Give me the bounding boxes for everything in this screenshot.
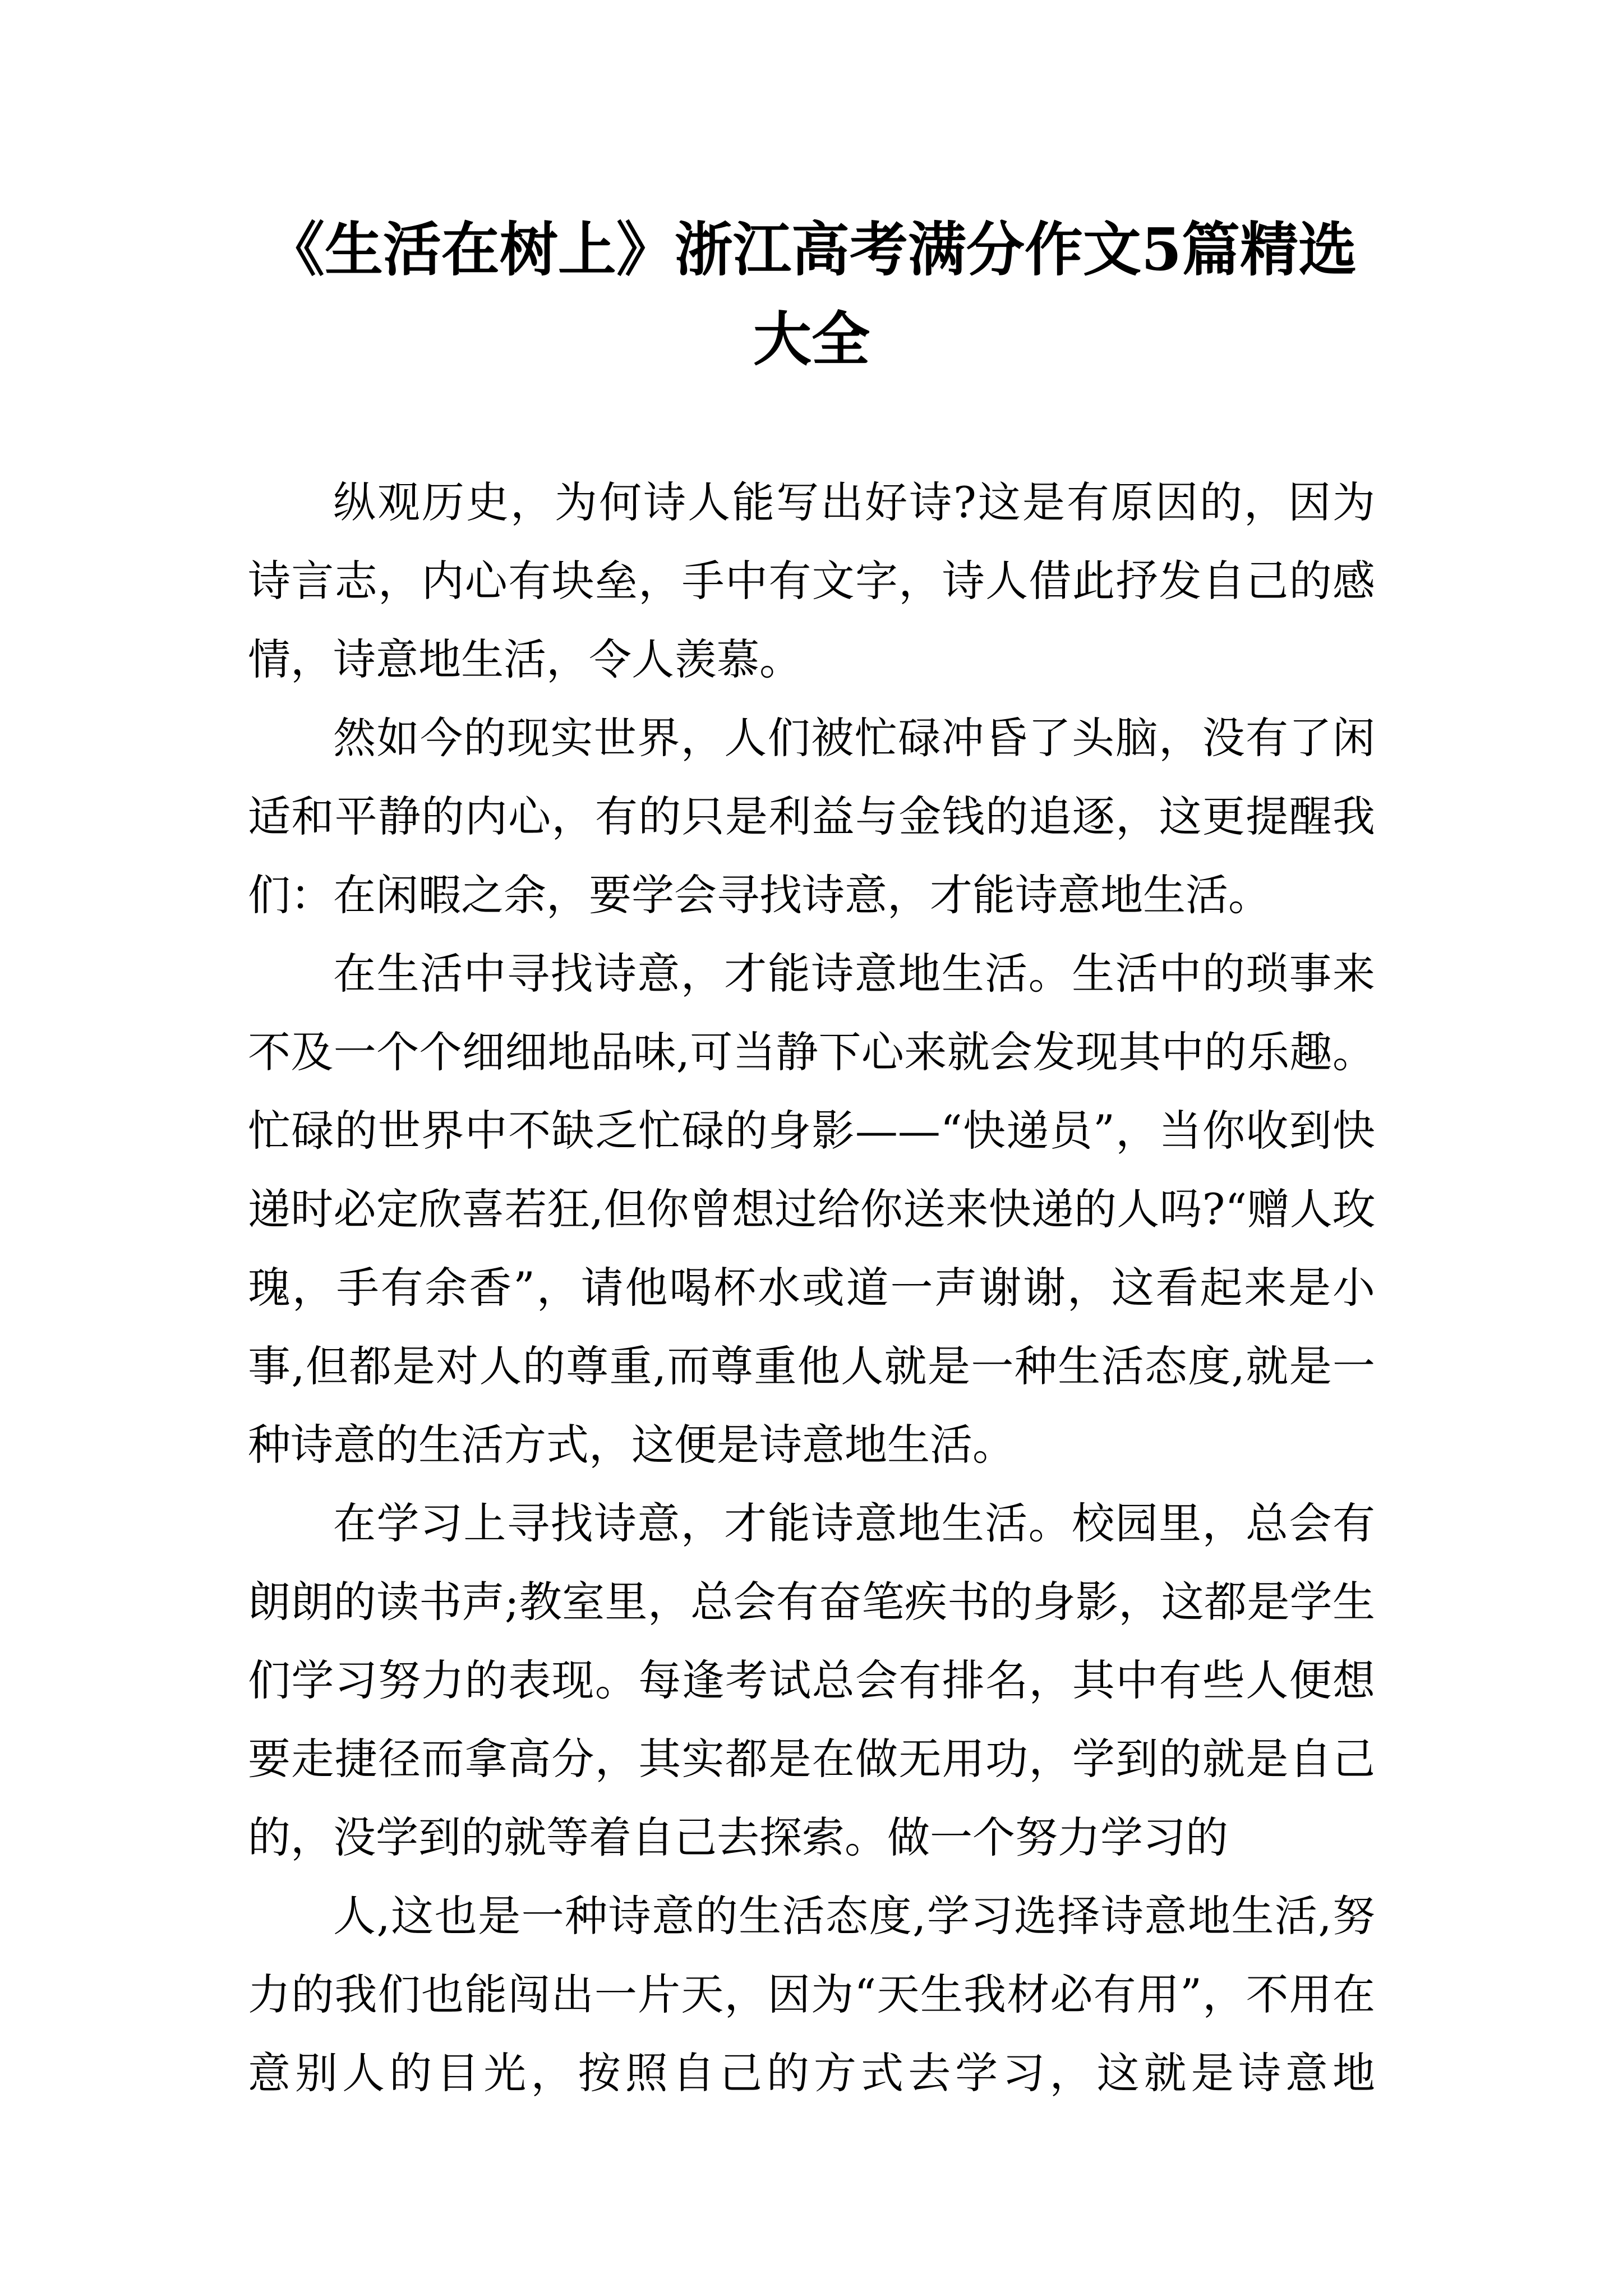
paragraph-4: 在学习上寻找诗意，才能诗意地生活。校园里，总会有朗朗的读书声;教室里，总会有奋笔疾书的身影，这都是学生们学习努力的表现。每逢考试总会有排名，其中有些人便想要走捷径而拿高分，其实都是在做无用功，学到的就是自己的，没学到的就等着自己去探索。做一个努力学习的 xyxy=(248,1498,1375,1862)
document-title: 《生活在树上》浙江高考满分作文5篇精选大全 xyxy=(266,215,1357,374)
paragraph-3: 在生活中寻找诗意，才能诗意地生活。生活中的琐事来不及一个个细细地品味,可当静下心来就会发现其中的乐趣。忙碌的世界中不缺乏忙碌的身影——“快递员”，当你收到快递时必定欣喜若狂,但你曾想过给你送来快递的人吗?“赠人玫瑰，手有余香”，请他喝杯水或道一声谢谢，这看起来是小事,但都是对人的尊重,而尊重他人就是一种生活态度,就是一种诗意的生活方式，这便是诗意地生活。 xyxy=(248,949,1375,1470)
paragraph-1: 纵观历史，为何诗人能写出好诗?这是有原因的，因为诗言志，内心有块垒，手中有文字，诗人借此抒发自己的感情，诗意地生活，令人羡慕。 xyxy=(248,477,1375,684)
paragraph-2: 然如今的现实世界，人们被忙碌冲昏了头脑，没有了闲适和平静的内心，有的只是利益与金钱的追逐，这更提醒我们：在闲暇之余，要学会寻找诗意，才能诗意地生活。 xyxy=(248,713,1375,920)
paragraph-5: 人,这也是一种诗意的生活态度,学习选择诗意地生活,努力的我们也能闯出一片天，因为“天生我材必有用”，不用在意别人的目光，按照自己的方式去学习，这就是诗意地 xyxy=(248,1891,1375,2098)
document-body xyxy=(248,463,1375,2113)
